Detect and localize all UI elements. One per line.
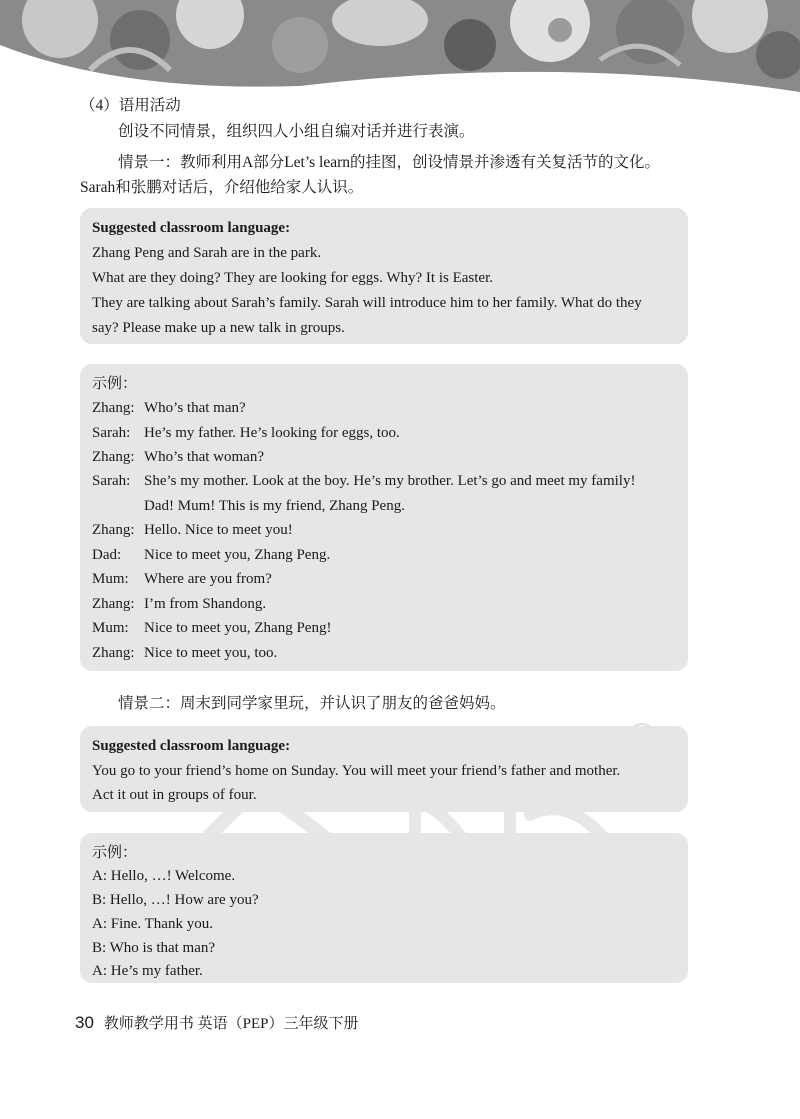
- speaker-label: Sarah:: [92, 473, 131, 489]
- dialogue-text: Hello. Nice to meet you!: [144, 522, 293, 538]
- example-dialogue-box-2: [80, 833, 688, 983]
- speaker-label: Zhang:: [92, 449, 135, 465]
- floral-header-banner: [0, 0, 800, 92]
- scene1-text: 情景一：教师利用A部分Let’s learn的挂图，创设情景并渗透有关复活节的文化。: [118, 154, 661, 171]
- dialogue-text: Dad! Mum! This is my friend, Zhang Peng.: [144, 498, 405, 514]
- dialogue-line: [92, 569, 272, 589]
- speaker-label: Mum:: [92, 571, 129, 587]
- speaker-label: Zhang:: [92, 645, 135, 661]
- dialogue-text: He’s my father. He’s looking for eggs, too.: [144, 425, 400, 441]
- book-title: 教师教学用书 英语（PEP）三年级下册: [103, 1016, 359, 1032]
- box-line: They are talking about Sarah’s family. Sarah will introduce him to her family. What do they: [92, 295, 642, 311]
- dialogue-line: [92, 618, 331, 638]
- dialogue-text: Nice to meet you, too.: [144, 645, 278, 661]
- speaker-label: Zhang:: [92, 522, 135, 538]
- speaker-label: Mum:: [92, 620, 129, 636]
- scene2-text: 情景二：周末到同学家里玩，并认识了朋友的爸爸妈妈。: [118, 695, 506, 712]
- dialogue-line: [92, 471, 635, 491]
- box-line: Act it out in groups of four.: [92, 787, 257, 803]
- dialogue-text: Who’s that man?: [144, 400, 246, 416]
- suggested-language-box-2: [80, 726, 688, 812]
- box-line: What are they doing? They are looking for eggs. Why? It is Easter.: [92, 270, 493, 286]
- dialogue-line: [92, 520, 293, 540]
- speaker-label: Zhang:: [92, 596, 135, 612]
- section-heading: （4）语用活动: [80, 97, 181, 114]
- dialogue-text: I’m from Shandong.: [144, 596, 267, 612]
- dialogue-text: Where are you from?: [144, 571, 272, 587]
- page-number: 30: [75, 1013, 94, 1032]
- dialogue-line: A: He’s my father.: [92, 963, 203, 979]
- dialogue-text: Nice to meet you, Zhang Peng.: [144, 547, 331, 563]
- suggested-language-box-1: [80, 208, 688, 344]
- box-line: Zhang Peng and Sarah are in the park.: [92, 245, 322, 261]
- box-title: Suggested classroom language:: [92, 738, 291, 754]
- speaker-label: Sarah:: [92, 425, 131, 441]
- dialogue-text: She’s my mother. Look at the boy. He’s my brother. Let’s go and meet my family!: [144, 473, 636, 489]
- speaker-label: Zhang:: [92, 400, 135, 416]
- dialogue-text: Who’s that woman?: [144, 449, 264, 465]
- intro-text: 创设不同情景，组织四人小组自编对话并进行表演。: [118, 123, 475, 140]
- dialogue-line: B: Who is that man?: [92, 940, 216, 956]
- dialogue-line: B: Hello, …! How are you?: [92, 892, 259, 908]
- dialogue-line: [92, 423, 400, 443]
- dialogue-line: [92, 496, 405, 516]
- dialogue-text: Nice to meet you, Zhang Peng!: [144, 620, 332, 636]
- box-title: Suggested classroom language:: [92, 220, 291, 236]
- box-title: 示例：: [92, 845, 138, 861]
- example-dialogue-box-1: [80, 364, 688, 671]
- page-footer: [75, 1012, 359, 1033]
- scene1-text-cont: Sarah和张鹏对话后，介绍他给家人认识。: [80, 179, 364, 196]
- box-line: say? Please make up a new talk in groups.: [92, 320, 345, 336]
- dialogue-line: [92, 447, 264, 467]
- box-line: You go to your friend’s home on Sunday. You will meet your friend’s father and mother.: [92, 763, 621, 779]
- dialogue-line: A: Hello, …! Welcome.: [92, 868, 236, 884]
- dialogue-line: [92, 643, 277, 663]
- speaker-label: Dad:: [92, 547, 122, 563]
- dialogue-line: [92, 545, 330, 565]
- dialogue-line: [92, 398, 246, 418]
- dialogue-line: A: Fine. Thank you.: [92, 916, 213, 932]
- dialogue-line: [92, 594, 266, 614]
- box-title: 示例：: [92, 376, 138, 392]
